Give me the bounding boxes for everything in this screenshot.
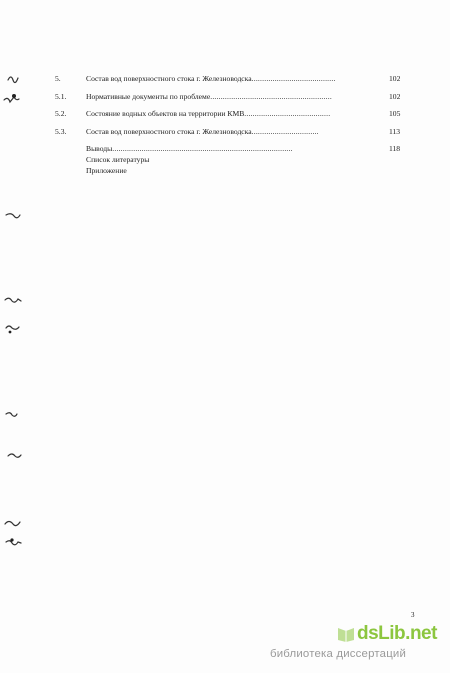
toc-entry-number: 5. [55, 74, 61, 83]
toc-entry [50, 70, 410, 88]
toc-entry-page: 118 [389, 144, 401, 153]
toc-entry-page: 102 [389, 91, 401, 101]
toc-entry-title: Состав вод поверхностного стока г. Железноводска................................ [86, 126, 319, 136]
toc-entry-page: 102 [389, 74, 401, 83]
toc-entry [50, 123, 410, 141]
toc-entry-title: Нормативные документы по проблеме.......................................................... [86, 91, 332, 101]
margin-handwriting-marks [0, 0, 40, 673]
toc-entry-page: 105 [389, 109, 401, 118]
toc-entry-title: Состав вод поверхностного стока г. Железноводска........................................ [86, 74, 336, 83]
toc-entry-number: 5.1. [55, 91, 67, 101]
toc-entry-title: Состояние водных объектов на территории КМВ......................................... [86, 109, 331, 118]
toc-entry-number: 5.2. [55, 109, 67, 118]
toc-entry [50, 105, 410, 123]
page-number: 3 [411, 611, 415, 619]
watermark [270, 617, 440, 667]
toc-entry [50, 88, 410, 106]
toc-entry-title: Выводы...................................................................................... [86, 144, 293, 153]
watermark-logo: dsLib.net [357, 623, 437, 644]
toc-appendix: Приложение [86, 166, 127, 175]
toc-entry-number: 5.3. [55, 126, 67, 136]
table-of-contents [50, 70, 410, 175]
toc-entry-page: 113 [389, 126, 401, 136]
watermark-subtitle: библиотека диссертаций [270, 648, 407, 660]
toc-bibliography: Список литературы [86, 155, 150, 164]
watermark-book-icon [336, 625, 356, 643]
